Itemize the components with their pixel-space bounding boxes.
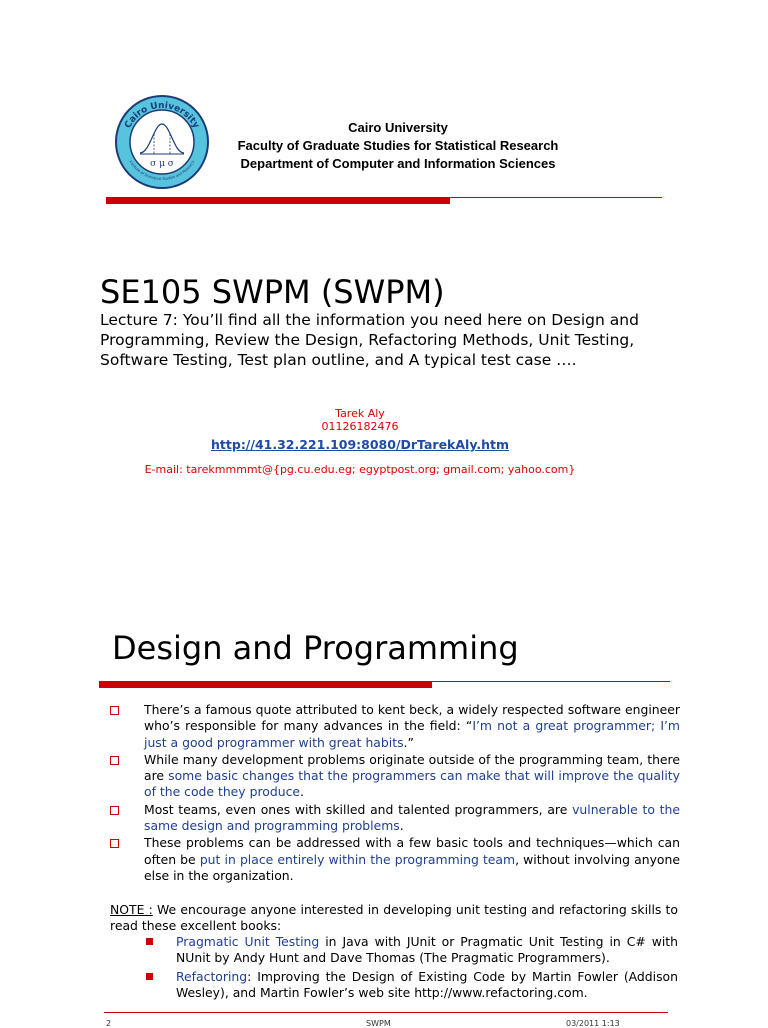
footer-red-line	[104, 1012, 668, 1013]
logo-symbols: σ μ σ	[150, 159, 174, 169]
footer-center-text: SWPM	[366, 1019, 391, 1028]
hollow-square-bullet-icon	[110, 756, 119, 765]
note-paragraph	[110, 902, 678, 934]
author-name: Tarek Aly	[335, 407, 385, 420]
bullet-item: Most teams, even ones with skilled and talented programmers, are vulnerable to the same design and programming problems.	[110, 802, 680, 835]
slide-title: Design and Programming	[112, 629, 519, 667]
bullet-item: These problems can be addressed with a few basic tools and techniques—which can often be put in place entirely within the programming team, without involving anyone else in the organization.	[110, 835, 680, 884]
hollow-square-bullet-icon	[110, 806, 119, 815]
note-text: We encourage anyone interested in developing unit testing and refactoring skills to read these excellent books:	[110, 902, 678, 933]
hollow-square-bullet-icon	[110, 706, 119, 715]
footer-date: 03/2011 1:13	[566, 1019, 620, 1028]
header-red-bar	[106, 197, 450, 204]
book-item: Refactoring: Improving the Design of Existing Code by Martin Fowler (Addison Wesley), and Martin Fowler’s web site http://www.refactoring.com.	[146, 969, 678, 1002]
book-list	[146, 934, 678, 1003]
faculty-name: Faculty of Graduate Studies for Statistical Research	[237, 138, 559, 153]
author-website-link[interactable]: http://41.32.221.109:8080/DrTarekAly.htm	[211, 437, 509, 452]
author-email: E-mail: tarekmmmmt@{pg.cu.edu.eg; egyptpost.org; gmail.com; yahoo.com}	[144, 463, 576, 476]
bullet-list	[110, 702, 680, 885]
bullet-item: While many development problems originate outside of the programming team, there are some basic changes that the programmers can make that will improve the quality of the code they produce.	[110, 752, 680, 801]
department-name: Department of Computer and Information Sciences	[240, 156, 556, 171]
title-red-bar	[99, 681, 432, 688]
book-item: Pragmatic Unit Testing in Java with JUnit or Pragmatic Unit Testing in C# with NUnit by Andy Hunt and Dave Thomas (The Pragmatic Programmers).	[146, 934, 678, 967]
header-red-line	[450, 197, 662, 198]
institution-name: Cairo University	[348, 120, 448, 135]
course-title: SE105 SWPM (SWPM)	[100, 273, 445, 311]
bullet-item: There’s a famous quote attributed to kent beck, a widely respected software engineer who’s responsible for many advances in the field: “I’m not a great programmer; I’m just a good programmer with great habits.”	[110, 702, 680, 751]
filled-square-bullet-icon	[146, 973, 153, 980]
logo-ring-bottom-text: Institute of Statistical Studies and Research	[128, 159, 196, 182]
hollow-square-bullet-icon	[110, 839, 119, 848]
author-phone: 01126182476	[321, 420, 399, 433]
logo-ring-top-text: Cairo University	[123, 100, 201, 131]
lecture-description: Lecture 7: You’ll find all the information you need here on Design and Programming, Review the Design, Refactoring Methods, Unit Testing, Software Testing, Test plan outline, and A typical test case ….	[100, 311, 639, 369]
title-red-line	[432, 681, 670, 682]
filled-square-bullet-icon	[146, 938, 153, 945]
footer-page-number: 2	[106, 1019, 112, 1028]
note-label: NOTE :	[110, 902, 153, 917]
